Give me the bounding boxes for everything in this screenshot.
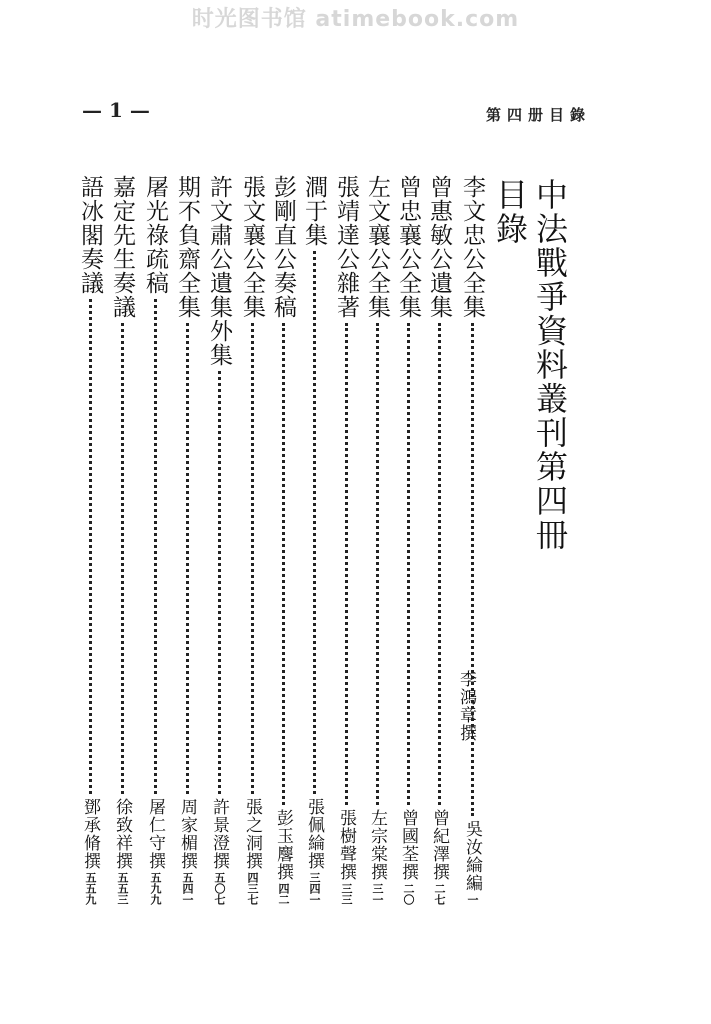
page-number: — 1 —: [82, 98, 150, 122]
entry-title: 左文襄公全集: [364, 175, 390, 319]
running-header: 第四册目錄: [485, 106, 591, 124]
entry-author: 張佩綸撰: [304, 798, 324, 870]
entry-title: 曾忠襄公全集: [395, 175, 421, 319]
entry-page: 四二: [277, 883, 290, 905]
entry-author: 彭玉麐撰: [273, 809, 293, 881]
entry-title: 屠光祿疏稿: [142, 175, 168, 295]
dot-leader: [89, 299, 92, 794]
entry-page: 五五三: [116, 872, 129, 905]
entry-title: 張文襄公全集: [239, 175, 265, 319]
entry-editor: 李鴻章撰: [456, 670, 476, 742]
entry-author: 周家楣撰: [177, 798, 197, 870]
entry-author: 許景澄撰: [209, 798, 229, 870]
entry-page: 一: [466, 894, 479, 905]
dot-leader: [313, 251, 316, 794]
dot-leader: [282, 323, 285, 805]
toc-entry: [141, 175, 169, 905]
entry-page: 五〇七: [213, 872, 226, 905]
entry-author: 張樹聲撰: [336, 809, 356, 881]
dot-leader: [154, 299, 157, 794]
entry-page: 五四一: [181, 872, 194, 905]
entry-author: 曾紀澤撰: [429, 809, 449, 881]
entry-author: 左宗棠撰: [367, 809, 387, 881]
watermark: 时光图书馆 atimebook.com: [191, 7, 520, 32]
dot-leader: [251, 323, 254, 794]
toc-entry: [108, 175, 136, 905]
entry-page: 三四一: [308, 872, 321, 905]
entry-page: 三三: [340, 883, 353, 905]
entry-title: 語冰閣奏議: [77, 175, 103, 295]
entry-title: 李文忠公全集: [459, 175, 485, 319]
entry-page: 二〇: [402, 883, 415, 905]
dot-leader: [471, 323, 474, 816]
toc-entry: [363, 175, 391, 905]
toc-entry: [238, 175, 266, 905]
toc-entry: [458, 175, 486, 905]
toc-entry: [425, 175, 453, 905]
entry-title: 許文肅公遺集外集: [206, 175, 232, 367]
entry-author: 吳汝綸編: [462, 820, 482, 892]
dot-leader: [438, 323, 441, 805]
dot-leader: [407, 323, 410, 805]
entry-title: 期不負齋全集: [174, 175, 200, 319]
toc-entry: [269, 175, 297, 905]
toc-entry: [394, 175, 422, 905]
entry-page: 四三七: [246, 872, 259, 905]
entry-page: 五五九: [84, 872, 97, 905]
page-title: 中法戰爭資料叢刊第四冊目錄: [491, 178, 569, 552]
toc-entry: [76, 175, 104, 905]
toc-entry: [300, 175, 328, 905]
toc-entry: [173, 175, 201, 905]
entry-page: 二七: [433, 883, 446, 905]
entry-author: 徐致祥撰: [112, 798, 132, 870]
dot-leader: [186, 323, 189, 794]
entry-title: 曾惠敏公遺集: [426, 175, 452, 319]
entry-title: 張靖達公雜著: [333, 175, 359, 319]
entry-page: 三一: [371, 883, 384, 905]
dot-leader: [218, 371, 221, 794]
entry-author: 張之洞撰: [242, 798, 262, 870]
entry-title: 彭剛直公奏稿: [270, 175, 296, 319]
entry-author: 屠仁守撰: [145, 798, 165, 870]
dot-leader: [345, 323, 348, 805]
dot-leader: [376, 323, 379, 805]
entry-title: 澗于集: [301, 175, 327, 247]
dot-leader: [121, 323, 124, 794]
toc-entry: [332, 175, 360, 905]
entry-page: 五九九: [149, 872, 162, 905]
entry-author: 鄧承脩撰: [80, 798, 100, 870]
toc-entry: [205, 175, 233, 905]
entry-title: 嘉定先生奏議: [109, 175, 135, 319]
entry-author: 曾國荃撰: [398, 809, 418, 881]
